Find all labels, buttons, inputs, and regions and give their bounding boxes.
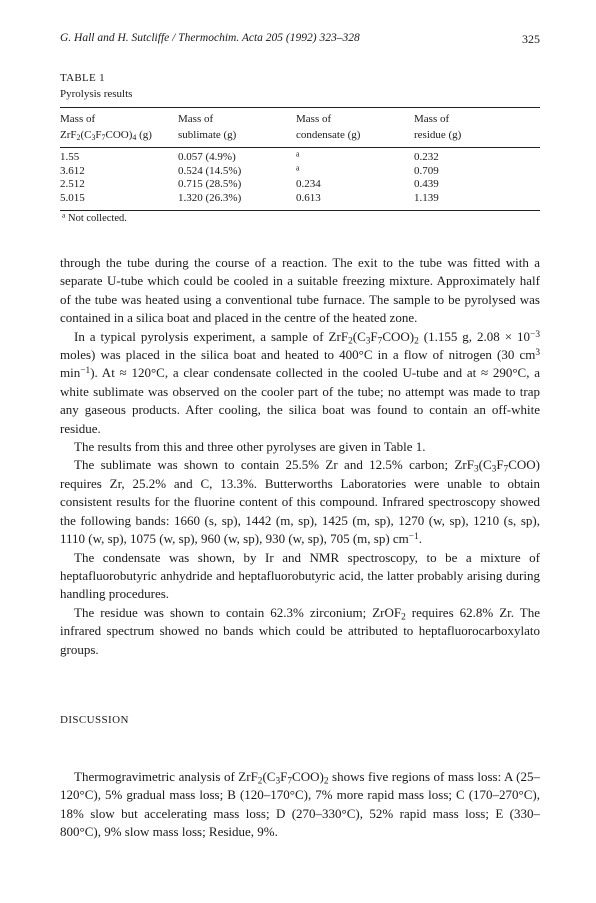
paragraph: Thermogravimetric analysis of $ZrF_2(C_3F_7COO)_2$ shows five regions of mass loss: A (25–120°C), 5% gradual mass loss; B (120–170°C), 7% more rapid mass loss; C (170–270°C), 18% slow but accelerating mass loss; D (270–330°C), 52% rapid mass loss; E (330–800°C), 9% slow mass loss; Residue, 9%.	[60, 769, 540, 840]
table-cell: 1.55	[60, 151, 80, 163]
column-header-sublimate: Mass of sublimate (g)	[178, 113, 237, 141]
paragraph: In a typical pyrolysis experiment, a sample of $ZrF_2(C_3F_7COO)_2$ (1.155 g, $2.08 \times 10^{-3}$ moles) was placed in the silica boat and heated to 400°C in a flow of nitrogen (30 $cm^3$ $\min^{-1}$). At ≈ 120°C, a clear condensate collected in the cooled U-tube and at ≈ 290°C, a white sublimate was observed on the cooler part of the tube; no attempt was made to trap any gaseous products. After cooling, the silica boat was found to contain an off-white residue.	[60, 328, 540, 436]
table-row	[60, 147, 540, 165]
table-footnote: $^a$ Not collected.	[62, 210, 127, 224]
paragraph: The sublimate was shown to contain 25.5% Zr and 12.5% carbon; $ZrF_3(C_3F_7COO)$ requires Zr, 25.2% and C, 13.3%. Butterworths Laboratories were unable to obtain consistent results for the fluorine content of this compound. Infrared spectroscopy showed the following bands: 1660 (s, sp), 1442 (m, sp), 1425 (m, sp), 1270 (w, sp), 1210 (s, sp), 1110 (w, sp), 1075 (w, sp), 960 (w, sp), 930 (w, sp), 705 (m, sp) $cm^{-1}$.	[60, 457, 540, 547]
table-cell: 2.512	[60, 178, 85, 190]
table-cell: 0.709	[414, 164, 439, 177]
paragraph: The results from this and three other pyrolyses are given in Table 1.	[74, 439, 426, 455]
paragraph: The condensate was shown, by Ir and NMR spectroscopy, to be a mixture of heptafluorobutyric anhydride and heptafluorobutyric acid, the latter probably arising during handling procedures.	[60, 549, 540, 602]
discussion-text	[60, 768, 540, 842]
table-cell: 0.613	[296, 191, 321, 204]
pyrolysis-results-table	[60, 111, 540, 205]
table-caption: Pyrolysis results	[60, 88, 133, 100]
table-row	[60, 165, 540, 179]
paragraph: through the tube during the course of a reaction. The exit to the tube was fitted with a separate U-tube which could be cooled in a suitable freezing mixture. Approximately half of the tube was heated using a conventional tube furnace. The sample to be pyrolysed was contained in a silica boat and placed in the centre of the heated zone.	[60, 255, 540, 326]
experimental-text	[60, 254, 540, 659]
column-header-starting-mass: Mass of $ZrF_2(C_3F_7COO)_4$ (g)	[60, 113, 152, 142]
column-header-condensate: Mass of condensate (g)	[296, 113, 361, 141]
table-row	[60, 192, 540, 206]
paragraph: The residue was shown to contain 62.3% zirconium; ZrOF$_2$ requires 62.8% Zr. The infrared spectrum showed no bands which could be attributed to heptafluorocarboxylato groups.	[60, 604, 540, 657]
table-cell: 0.524 (14.5%)	[178, 164, 242, 177]
table-label: TABLE 1	[60, 72, 105, 84]
table-cell: 1.139	[414, 191, 439, 204]
table-cell: 0.057 (4.9%)	[178, 151, 236, 163]
table-cell: 5.015	[60, 191, 85, 204]
table-cell: 0.439	[414, 178, 439, 190]
section-heading: DISCUSSION	[60, 714, 129, 726]
table-cell: 0.232	[414, 151, 439, 163]
table-cell	[296, 162, 414, 179]
running-head: G. Hall and H. Sutcliffe / Thermochim. Acta 205 (1992) 323–328	[60, 32, 360, 44]
table-cell: 1.320 (26.3%)	[178, 191, 242, 204]
table-bottom-rule	[60, 210, 540, 211]
table-row	[60, 178, 540, 192]
table-cell	[296, 147, 414, 165]
table-header-row	[60, 111, 540, 147]
column-header-residue: Mass of residue (g)	[414, 113, 462, 141]
footnote-marker: a	[296, 162, 300, 172]
table-cell: 3.612	[60, 164, 85, 177]
table-top-rule	[60, 107, 540, 108]
footnote-marker: a	[296, 149, 300, 159]
table-cell: 0.234	[296, 178, 321, 190]
table-cell: 0.715 (28.5%)	[178, 178, 242, 190]
page-number: 325	[522, 32, 540, 46]
